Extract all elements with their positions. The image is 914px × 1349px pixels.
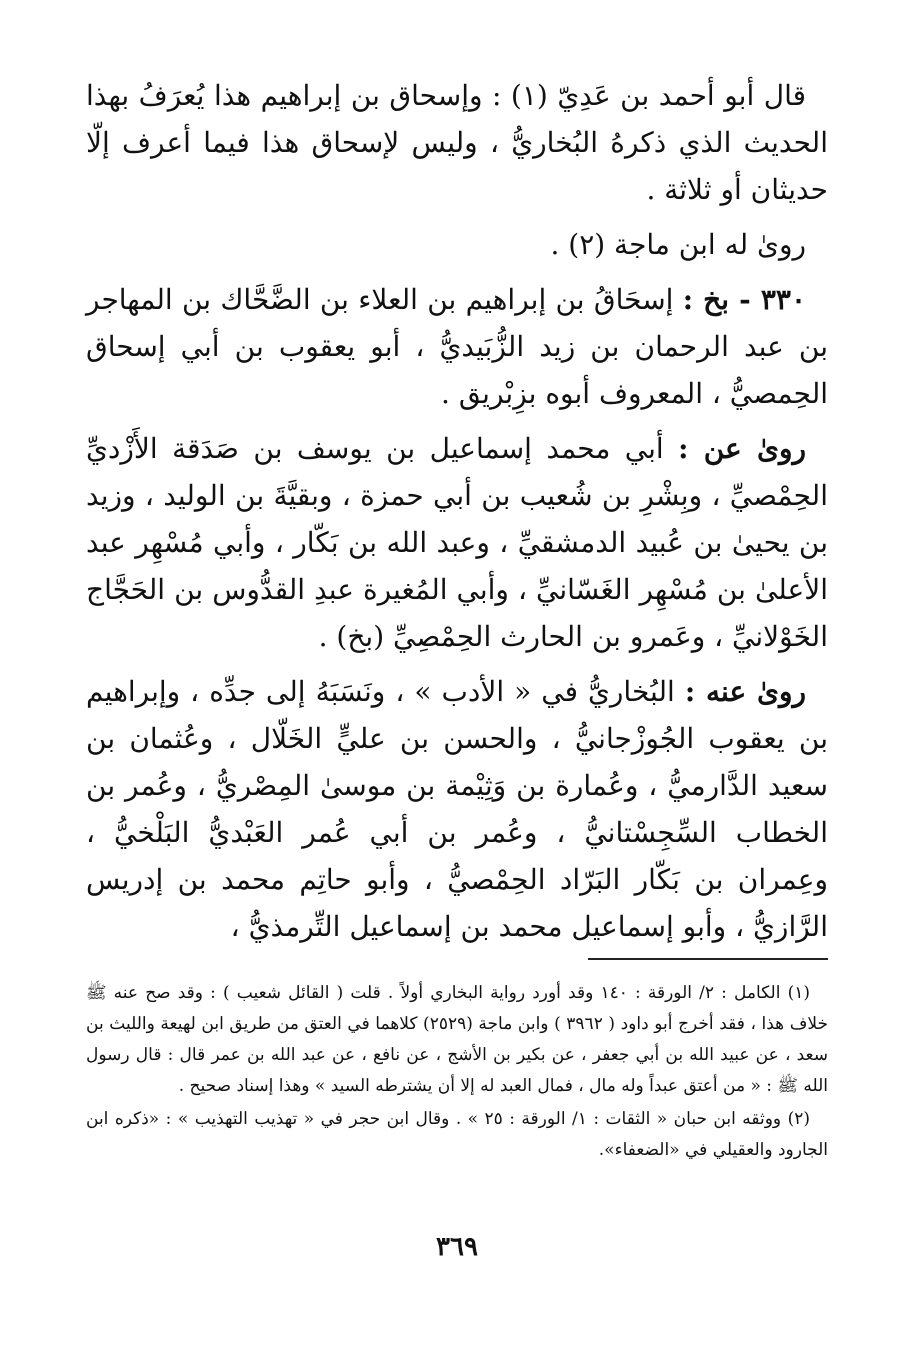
paragraph-ibn-majah [86,221,828,268]
narrated-from-section [86,425,828,660]
entry-330 [86,276,828,417]
paragraph-text: قال أبو أحمد بن عَدِيّ (١) : وإسحاق بن إبراهيم هذا يُعرَفُ بهذا الحديث الذي ذكرهُ البُخاريُّ ، وليس لإسحاق هذا فيما أعرف إلّا حديثان أو ثلاثة . [86,79,828,206]
footnote-separator [588,958,828,960]
narrated-by-section [86,668,828,950]
section-heading: روىٰ عنه : [684,675,806,708]
section-text: أبي محمد إسماعيل بن يوسف بن صَدَقة الأَزْديِّ الحِمْصيِّ ، وبِشْرِ بن شُعيب بن أبي حمزة ، وبقيَّةَ بن الوليد ، وزيد بن يحيىٰ بن عُبيد الدمشقيِّ ، وعبد الله بن بَكّار ، وأبي مُسْهِر عبد الأعلىٰ بن مُسْهِر الغَسّانيِّ ، وأبي المُغيرة عبدِ القدُّوس بن الحَجَّاج الخَوْلانيِّ ، وعَمرو بن الحارث الحِمْصِيِّ (بخ) . [86,432,829,653]
section-heading: روىٰ عن : [678,432,806,465]
page-number: ٣٦٩ [436,1232,478,1262]
paragraph-text: روىٰ له ابن ماجة (٢) . [550,228,806,261]
entry-heading: ٣٣٠ - بخ : [682,283,806,316]
entry-text: إسحَاقُ بن إبراهيم بن العلاء بن الضَّحَّاك بن المهاجر بن عبد الرحمان بن زيد الزُّبَيديُّ ، أبو يعقوب بن أبي إسحاق الحِمصيُّ ، المعروف أبوه بزِبْريق . [86,283,828,410]
section-text: البُخاريُّ في « الأدب » ، ونَسَبَهُ إلى جدِّه ، وإبراهيم بن يعقوب الجُوزْجانيُّ ، والحسن بن عليٍّ الخَلّال ، وعُثمان بن سعيد الدَّارميُّ ، وعُمارة بن وَثِيْمة بن موسىٰ المِصْريُّ ، وعُمر بن الخطاب السِّجِسْتانيُّ ، وعُمر بن أبي عُمر العَبْديُّ البَلْخيُّ ، وعِمران بن بَكّار البَرّاد الحِمْصيُّ ، وأبو حاتِم محمد بن إدريس الرَّازيُّ ، وأبو إسماعيل محمد بن إسماعيل التِّرمذيُّ ، [86,675,828,943]
footnote-2: (٢) ووثقه ابن حبان « الثقات : ١/ الورقة : ٢٥ » . وقال ابن حجر في « تهذيب التهذيب » : «ذكره ابن الجارود والعقيلي في «الضعفاء». [86,1109,828,1160]
main-text [86,72,828,950]
footnotes [86,978,828,1168]
footnote-1: (١) الكامل : ٢/ الورقة : ١٤٠ وقد أورد رواية البخاري أولاً . قلت ( القائل شعيب ) : وقد صح عنه ﷺ خلاف هذا ، فقد أخرج أبو داود ( ٣٩٦٢ ) وابن ماجة (٢٥٢٩) كلاهما في العتق من طريق ابن لهيعة والليث بن سعد ، عن عبيد الله بن أبي جعفر ، عن بكير بن الأشج ، عن نافع ، عن عبد الله بن عمر قال : قال رسول الله ﷺ : « من أعتق عبداً وله مال ، فمال العبد له إلا أن يشترطه السيد » وهذا إسناد صحيح . [86,983,828,1096]
paragraph-ibn-adi-quote [86,72,828,213]
